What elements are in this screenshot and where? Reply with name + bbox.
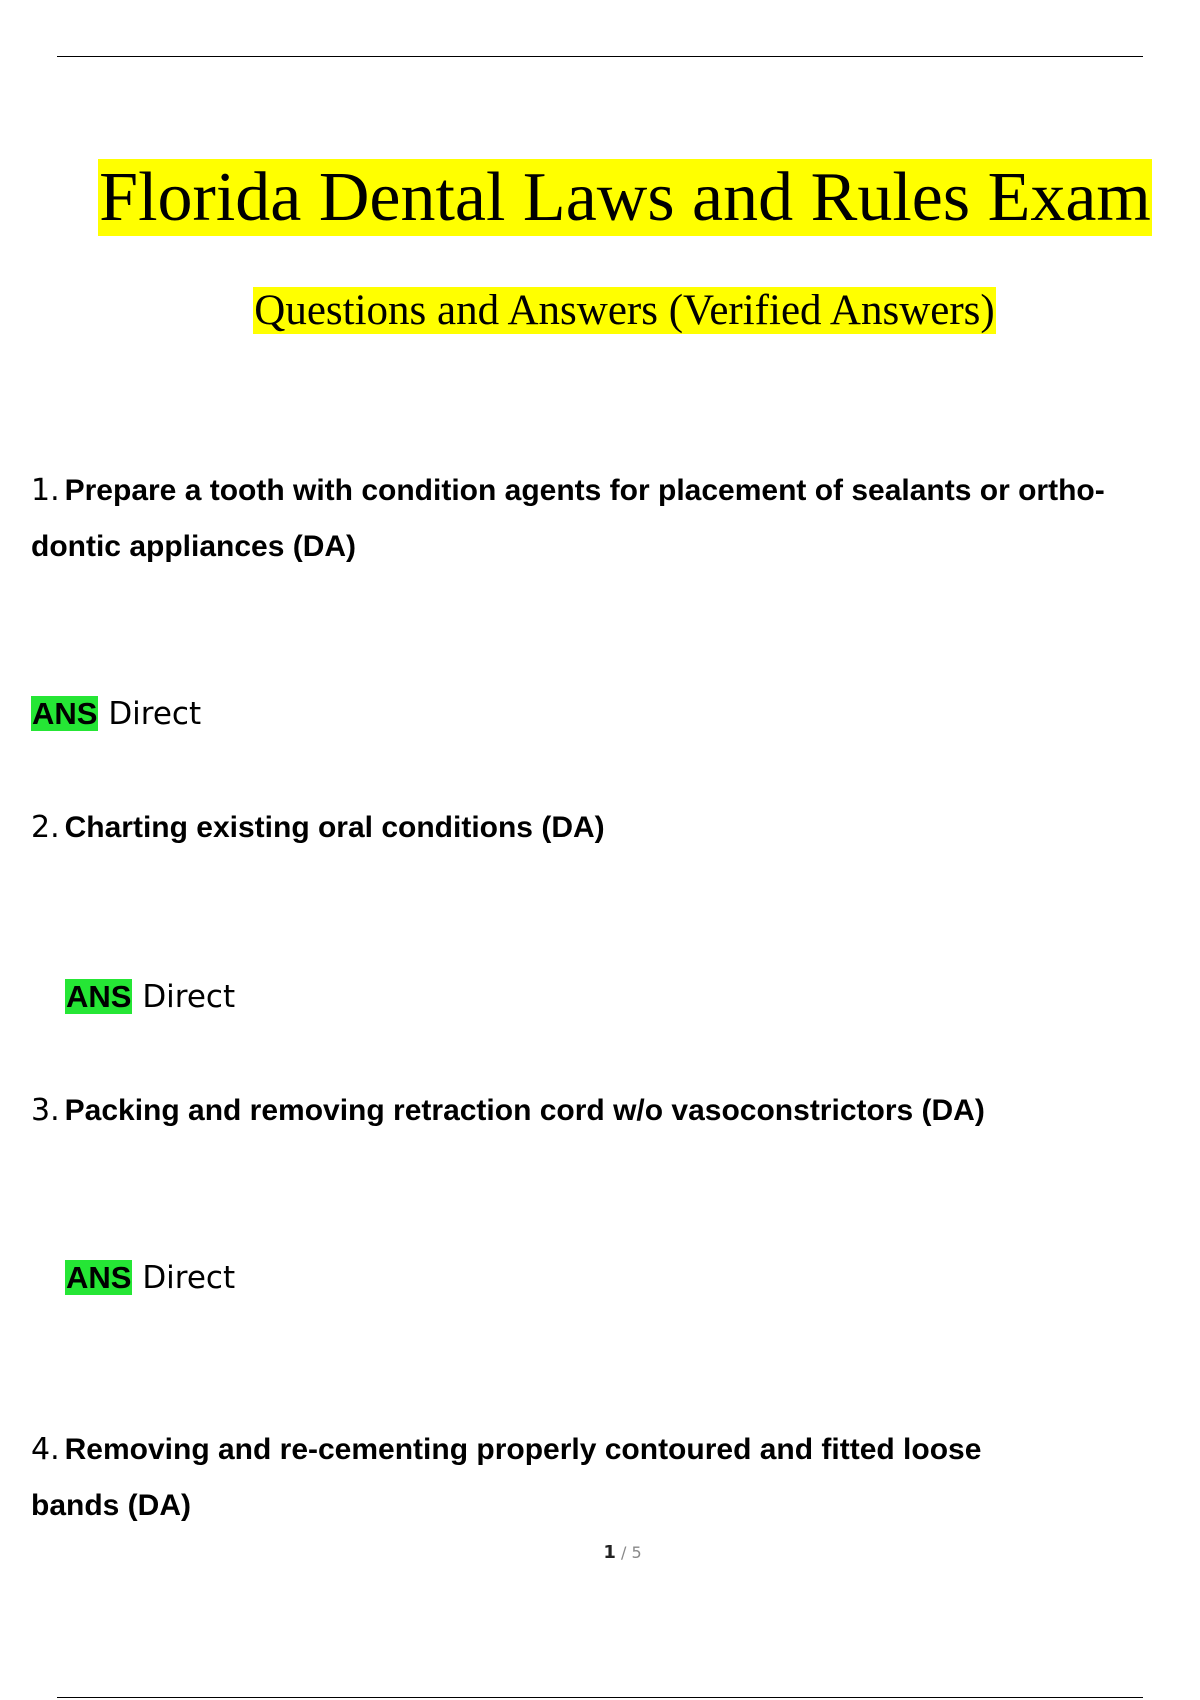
question-4 [31,1422,1071,1534]
question-text: Packing and removing retraction cord w/o vasoconstrictors (DA) [64,1094,985,1127]
total-pages: 5 [631,1543,642,1562]
question-1 [31,463,1191,575]
answer-2 [65,977,235,1017]
answer-text: Direct [108,696,202,732]
answer-text: Direct [142,979,236,1015]
bottom-rule [57,1697,1143,1698]
answer-1 [31,694,201,734]
question-text: Removing and re-cementing properly contoured and fitted loose bands (DA) [31,1433,982,1522]
answer-label: ANS [66,1260,132,1295]
answer-label: ANS [32,696,98,731]
answer-label: ANS [66,979,132,1014]
question-number: 3. [31,1093,60,1128]
answer-3 [65,1258,235,1298]
page-separator: / [620,1543,627,1562]
document-title [0,154,1200,242]
title-text: Florida Dental Laws and Rules Exam [99,159,1151,236]
question-number: 1. [31,473,60,508]
question-3 [31,1083,1191,1139]
question-number: 4. [31,1432,60,1467]
question-text: Prepare a tooth with condition agents for placement of sealants or ortho- dontic appliances (DA) [31,474,1105,563]
document-subtitle [0,284,1200,338]
top-rule [57,56,1143,57]
subtitle-text: Questions and Answers (Verified Answers) [254,287,995,334]
page-indicator [0,1542,1200,1563]
question-2 [31,800,1191,856]
answer-text: Direct [142,1260,236,1296]
current-page: 1 [603,1542,616,1563]
question-number: 2. [31,810,60,845]
question-text: Charting existing oral conditions (DA) [64,811,605,844]
